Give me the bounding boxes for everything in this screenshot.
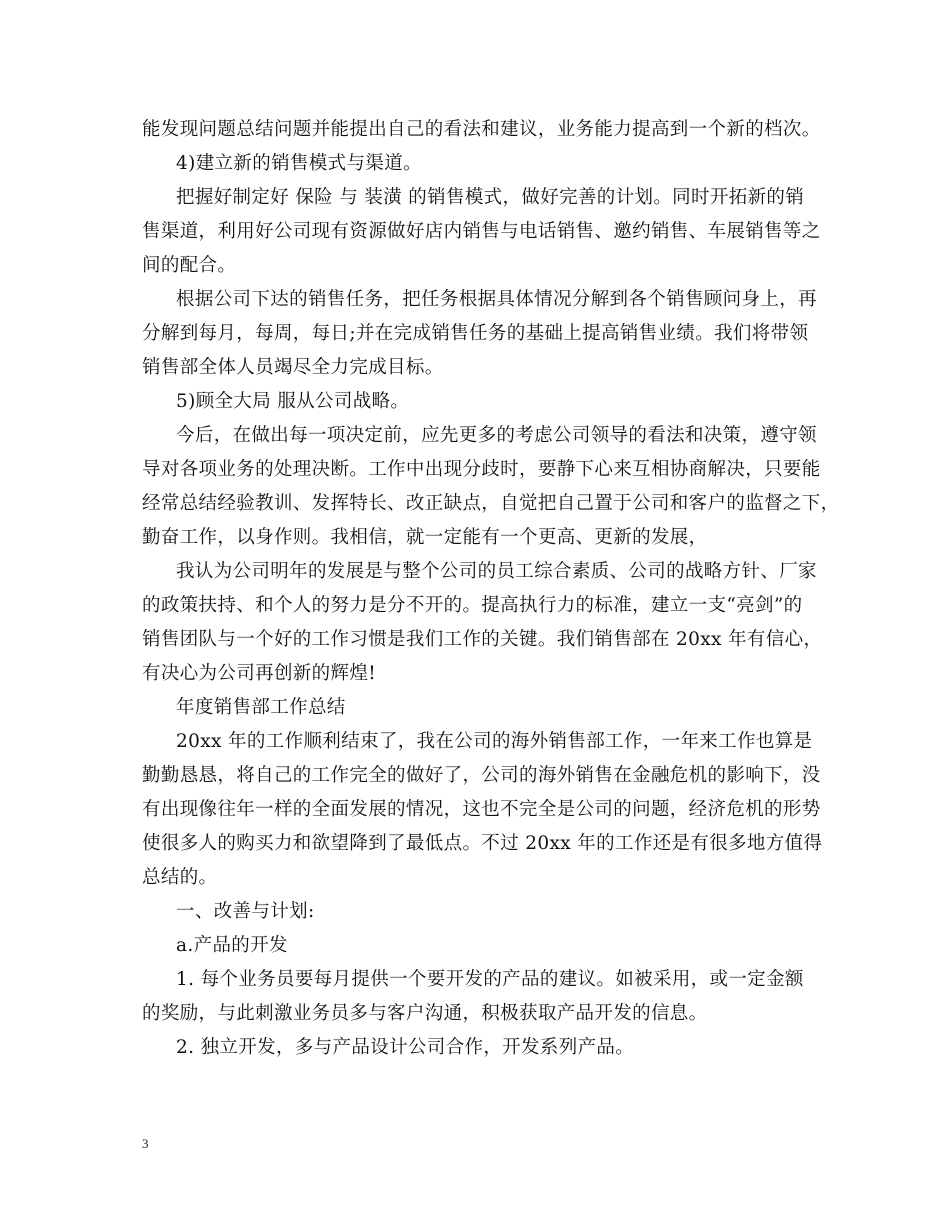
paragraph-line: 根据公司下达的销售任务，把任务根据具体情况分解到各个销售顾问身上，再 <box>176 289 817 310</box>
text-line: 分解到每月，每周，每日;并在完成销售任务的基础上提高销售业绩。我们将带领 <box>142 323 809 344</box>
paragraph-line: 我认为公司明年的发展是与整个公司的员工综合素质、公司的战略方针、厂家 <box>176 561 817 582</box>
text-line: 的政策扶持、和个人的努力是分不开的。提高执行力的标准，建立一支“亮剑”的 <box>142 595 803 616</box>
text-line: 销售团队与一个好的工作习惯是我们工作的关键。我们销售部在 20xx 年有信心， <box>142 629 823 650</box>
subheading: 一、改善与计划: <box>176 901 315 922</box>
text-line: 能发现问题总结问题并能提出自己的看法和建议，业务能力提高到一个新的档次。 <box>142 119 821 140</box>
text-line: 销售部全体人员竭尽全力完成目标。 <box>142 357 444 378</box>
text-line: 的奖励，与此刺激业务员多与客户沟通，积极获取产品开发的信息。 <box>142 1003 708 1024</box>
text-line: 总结的。 <box>142 867 218 888</box>
text-line: 勤勤恳恳，将自己的工作完全的做好了，公司的海外销售在金融危机的影响下，没 <box>142 765 821 786</box>
text-line: 经常总结经验教训、发挥特长、改正缺点，自觉把自己置于公司和客户的监督之下， <box>142 493 840 514</box>
paragraph-line: 20xx 年的工作顺利结束了，我在公司的海外销售部工作，一年来工作也算是 <box>176 731 813 752</box>
text-line: 售渠道，利用好公司现有资源做好店内销售与电话销售、邀约销售、车展销售等之 <box>142 221 821 242</box>
text-line: 有决心为公司再创新的辉煌! <box>142 663 376 684</box>
subheading: 5)顾全大局 服从公司战略。 <box>176 391 410 412</box>
text-line: 勤奋工作，以身作则。我相信，就一定能有一个更高、更新的发展， <box>142 527 708 548</box>
text-line: 有出现像往年一样的全面发展的情况，这也不完全是公司的问题，经济危机的形势 <box>142 799 821 820</box>
subheading: 4)建立新的销售模式与渠道。 <box>176 153 422 174</box>
paragraph-line: 2. 独立开发，多与产品设计公司合作，开发系列产品。 <box>176 1037 635 1058</box>
text-line: 使很多人的购买力和欲望降到了最低点。不过 20xx 年的工作还是有很多地方值得 <box>142 833 823 854</box>
section-title: 年度销售部工作总结 <box>176 697 346 718</box>
text-line: 导对各项业务的处理决断。工作中出现分歧时，要静下心来互相协商解决，只要能 <box>142 459 821 480</box>
paragraph-line: 1. 每个业务员要每月提供一个要开发的产品的建议。如被采用，或一定金额 <box>176 969 804 990</box>
text-line: 间的配合。 <box>142 255 237 276</box>
page-number: 3 <box>142 1136 149 1151</box>
subheading: a.产品的开发 <box>176 935 288 956</box>
paragraph-line: 把握好制定好 保险 与 装潢 的销售模式，做好完善的计划。同时开拓新的销 <box>176 187 805 208</box>
paragraph-line: 今后，在做出每一项决定前，应先更多的考虑公司领导的看法和决策，遵守领 <box>176 425 817 446</box>
